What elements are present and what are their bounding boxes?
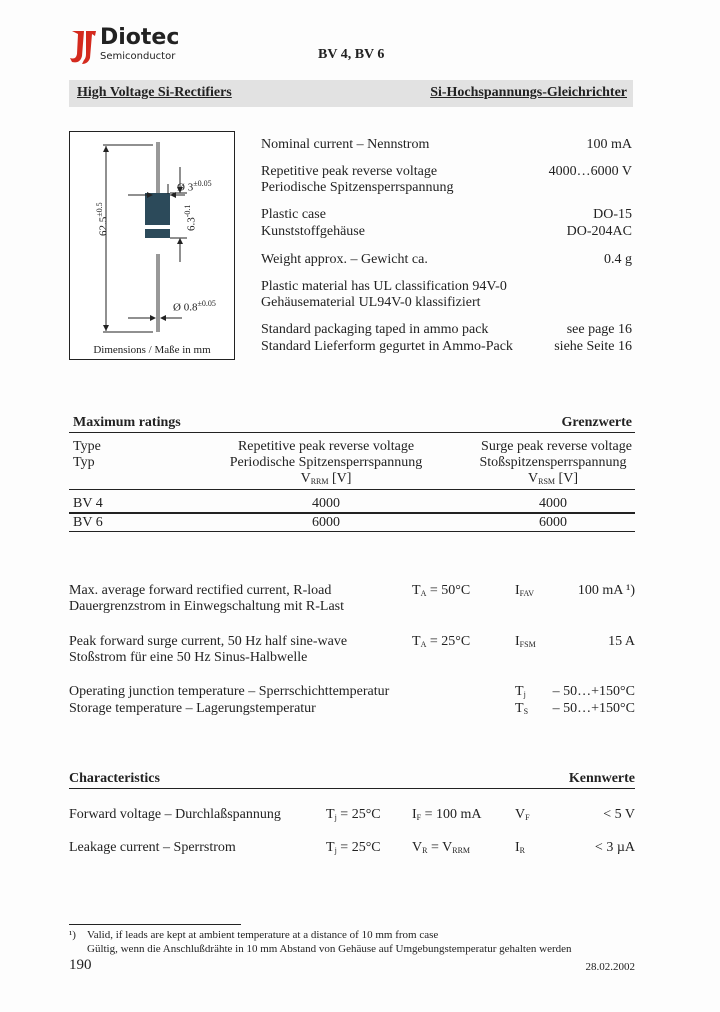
page-number: 190: [69, 957, 92, 973]
body-length-dimension: $6.3^{-0.1}$: [183, 204, 198, 231]
column-header-unit: $V_{RSM}$ [V]: [528, 471, 578, 486]
rating-symbol: $I_{FAV}$: [515, 583, 535, 598]
column-header: Periodische Spitzensperrspannung: [229, 455, 423, 470]
spec-value: see page 16: [566, 322, 632, 337]
diode-drawing-icon: [70, 132, 234, 359]
spec-label: Standard Lieferform gegurtet in Ammo-Pack: [261, 339, 513, 354]
brand-name: Diotec: [100, 25, 180, 50]
table-cell: 4000: [539, 496, 567, 511]
lead-diameter-dimension: Ø $0.8^{\pm 0.05}$: [173, 299, 216, 314]
spec-label: Plastic material has UL classification 94V-0: [261, 279, 507, 294]
characteristic-condition: $V_R = V_{RRM}$: [412, 840, 471, 855]
characteristic-value: < 3 µA: [594, 840, 635, 855]
rating-condition: $T_A = 50^\circ C$: [412, 583, 471, 598]
characteristic-condition: $T_j = 25^\circ C$: [326, 840, 381, 855]
characteristic-value: < 5 V: [603, 807, 635, 822]
characteristic-condition: $T_j = 25^\circ C$: [326, 807, 381, 822]
table-cell: 6000: [312, 515, 340, 530]
column-header: Surge peak reverse voltage: [481, 439, 632, 454]
diagram-caption: Dimensions / Maße in mm: [93, 344, 211, 356]
characteristic-condition: $I_F = 100$ mA: [412, 807, 482, 822]
spec-value: siehe Seite 16: [554, 339, 632, 354]
section-heading: Characteristics: [69, 771, 160, 786]
document-date: 28.02.2002: [585, 961, 635, 973]
spec-label: Kunststoffgehäuse: [261, 224, 365, 239]
rating-value: 100 mA ¹): [577, 583, 635, 598]
spec-label: Repetitive peak reverse voltage: [261, 164, 438, 179]
rating-value: – 50…+150°C: [552, 701, 635, 716]
rating-label: Operating junction temperature – Sperrschichttemperatur: [69, 684, 390, 699]
section-heading-de: Grenzwerte: [561, 415, 632, 430]
spec-value: 100 mA: [586, 137, 632, 152]
rating-symbol: $T_S$: [515, 701, 529, 716]
title-band: [69, 80, 633, 107]
rating-label: Stoßstrom für eine 50 Hz Sinus-Halbwelle: [69, 650, 308, 665]
spec-label: Periodische Spitzensperrspannung: [261, 180, 454, 195]
rating-symbol: $T_j$: [515, 684, 526, 699]
title-en: High Voltage Si-Rectifiers: [77, 85, 232, 100]
spec-value: 4000…6000 V: [548, 164, 632, 179]
table-cell: BV 4: [73, 496, 103, 511]
column-header: Type: [73, 439, 101, 454]
rating-label: Storage temperature – Lagerungstemperatur: [69, 701, 316, 716]
column-header: Typ: [73, 455, 95, 470]
characteristic-label: Forward voltage – Durchlaßspannung: [69, 807, 281, 822]
footnote-divider: [69, 924, 241, 925]
section-heading-de: Kennwerte: [568, 771, 635, 786]
spec-label: Standard packaging taped in ammo pack: [261, 322, 489, 337]
characteristic-label: Leakage current – Sperrstrom: [69, 840, 236, 855]
spec-label: Weight approx. – Gewicht ca.: [261, 252, 428, 267]
spec-value: DO-204AC: [566, 224, 632, 239]
brand-subtitle: Semiconductor: [100, 51, 176, 62]
rating-label: Max. average forward rectified current, R-load: [69, 583, 332, 598]
spec-label: Plastic case: [261, 207, 326, 222]
dimension-diagram: [69, 131, 235, 360]
section-heading: Maximum ratings: [73, 415, 181, 430]
rating-label: Peak forward surge current, 50 Hz half sine-wave: [69, 634, 348, 649]
rating-value: 15 A: [608, 634, 635, 649]
diotec-logo-icon: [68, 28, 98, 66]
title-de: Si-Hochspannungs-Gleichrichter: [430, 85, 627, 100]
spec-label: Nominal current – Nennstrom: [261, 137, 430, 152]
spec-value: 0.4 g: [604, 252, 632, 267]
rating-label: Dauergrenzstrom in Einwegschaltung mit R-Last: [69, 599, 345, 614]
column-header-unit: $V_{RRM}$ [V]: [300, 471, 352, 486]
characteristic-symbol: $V_F$: [515, 807, 530, 822]
length-dimension: $62.5^{\pm 0.5}$: [95, 202, 110, 236]
body-diameter-dimension: Ø $3^{\pm 0.05}$: [177, 179, 212, 194]
table-cell: BV 6: [73, 515, 103, 530]
table-cell: 4000: [312, 496, 340, 511]
characteristic-symbol: $I_R$: [515, 840, 526, 855]
rating-condition: $T_A = 25^\circ C$: [412, 634, 471, 649]
footnote-text-de: Gültig, wenn die Anschlußdrähte in 10 mm Abstand von Gehäuse auf Umgebungstemperatur gehalten werden: [87, 943, 572, 955]
table-cell: 6000: [539, 515, 567, 530]
footnote-mark: ¹): [69, 929, 76, 941]
column-header: Stoßspitzensperrspannung: [479, 455, 627, 470]
rating-symbol: $I_{FSM}$: [515, 634, 536, 649]
column-header: Repetitive peak reverse voltage: [237, 439, 415, 454]
footnote-text: Valid, if leads are kept at ambient temperature at a distance of 10 mm from case: [87, 929, 439, 941]
rating-value: – 50…+150°C: [552, 684, 635, 699]
spec-value: DO-15: [593, 207, 632, 222]
spec-label: Gehäusematerial UL94V-0 klassifiziert: [261, 295, 481, 310]
page-title: BV 4, BV 6: [318, 47, 385, 62]
